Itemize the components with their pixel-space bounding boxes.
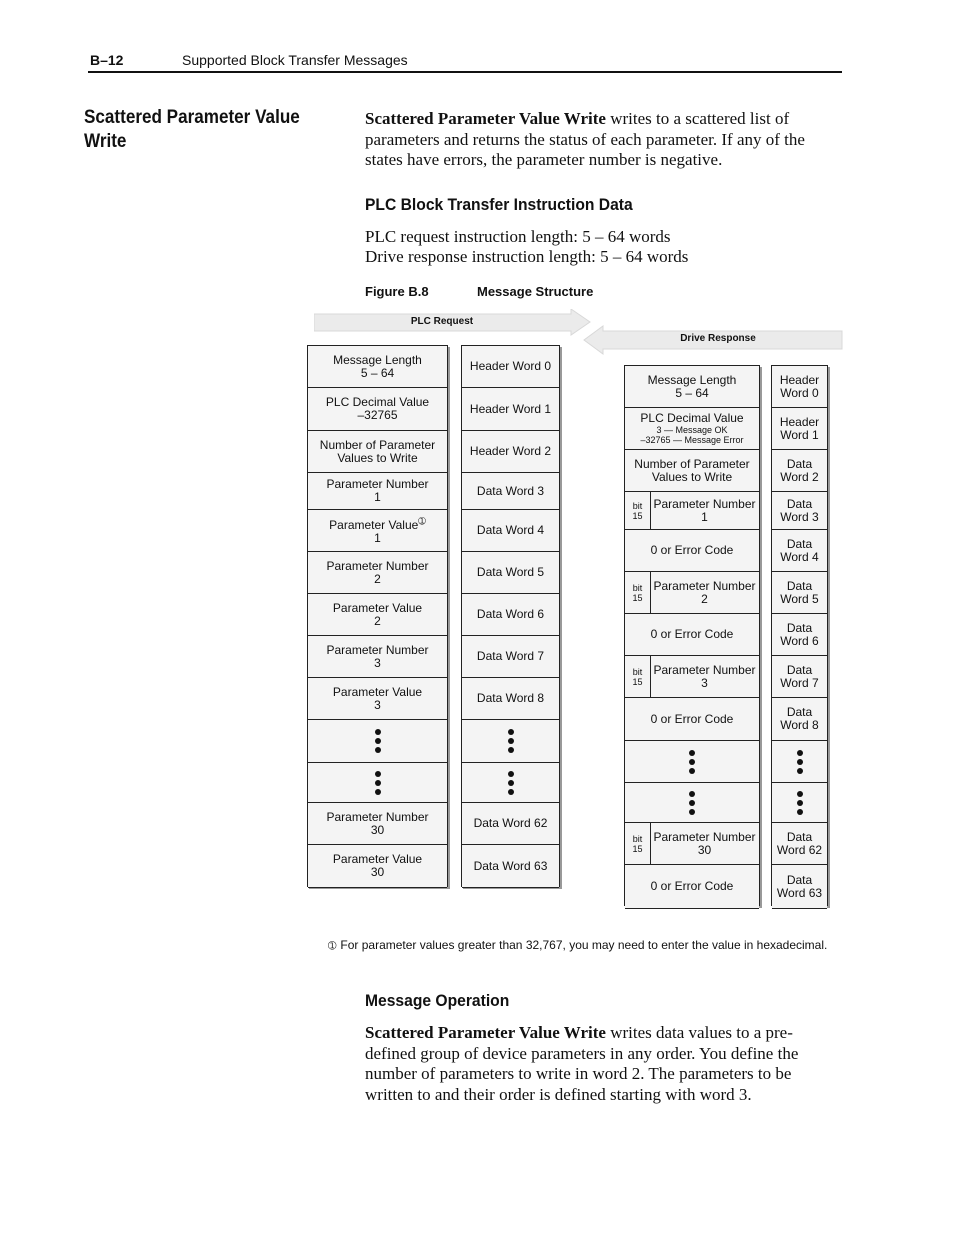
request-field-cell — [308, 636, 447, 678]
request-word-column — [461, 345, 560, 887]
field-line-1 — [320, 439, 435, 452]
request-field-cell — [308, 594, 447, 636]
request-field-cell — [308, 720, 447, 763]
request-word-cell — [462, 594, 559, 636]
field-line-1 — [326, 560, 428, 573]
request-field-cell — [308, 510, 447, 552]
field-name: Parameter Number — [653, 578, 756, 593]
bit-15-marker — [625, 572, 651, 613]
response-word-cell — [772, 741, 827, 783]
figure-number: Figure B.8 — [365, 284, 429, 299]
word-label-2: Word 3 — [780, 509, 819, 524]
word-label: Data Word 7 — [476, 649, 545, 663]
word-label: Data Word 3 — [476, 483, 545, 498]
response-word-cell — [772, 492, 827, 530]
request-description-column — [307, 345, 448, 887]
request-field-cell — [308, 346, 447, 388]
footnote-marker: ➀ — [418, 516, 426, 526]
word-label: Data Word 63 — [473, 858, 548, 873]
ellipsis-dots — [375, 729, 381, 753]
dot — [689, 800, 695, 806]
drive-response-label: Drive Response — [680, 333, 756, 344]
request-word-cell — [462, 763, 559, 803]
request-field-cell — [308, 552, 447, 594]
ellipsis-dots — [797, 750, 803, 774]
dot — [689, 750, 695, 756]
request-word-cell — [462, 388, 559, 431]
field-name: Parameter Number — [326, 558, 429, 573]
footnote-symbol: ➀ — [328, 941, 337, 952]
request-word-cell — [462, 845, 559, 888]
response-word-cell — [772, 366, 827, 408]
word-label-2: Word 4 — [780, 549, 819, 564]
dot — [797, 768, 803, 774]
request-word-cell — [462, 346, 559, 388]
word-label-2: Word 7 — [780, 675, 819, 690]
request-word-cell — [462, 803, 559, 845]
ellipsis-dots — [508, 771, 514, 795]
response-word-cell — [772, 865, 827, 909]
word-label: Header Word 0 — [469, 359, 552, 373]
intro-paragraph — [365, 109, 835, 171]
dot — [375, 789, 381, 795]
dot — [797, 759, 803, 765]
request-field-cell — [308, 678, 447, 720]
ellipsis-dots — [689, 750, 695, 774]
word-label-2: Word 63 — [776, 885, 823, 900]
response-field-cell — [625, 823, 759, 865]
field-value: Values to Write — [651, 469, 733, 484]
word-label-2: Word 1 — [780, 427, 819, 442]
word-label-1: Data — [786, 578, 813, 593]
field-name: Parameter Number — [653, 829, 756, 844]
ellipsis-dots — [375, 771, 381, 795]
field-value: 30 — [370, 822, 385, 837]
status-error-note: –32765 — Message Error — [640, 435, 744, 445]
field-value: 3 — [374, 655, 381, 670]
word-label: Data Word 6 — [476, 607, 545, 621]
intro-text: writes to a scattered list of parameters and returns the status of each parameter. If any of the states have errors, the parameter number is negative. — [365, 109, 805, 169]
bit-15-marker — [625, 492, 651, 529]
word-label-1: Data — [786, 829, 813, 844]
response-word-cell — [772, 408, 827, 450]
word-label-2: Word 62 — [776, 842, 823, 857]
word-label-2: Word 8 — [780, 718, 819, 732]
response-word-cell — [772, 614, 827, 656]
response-word-column — [771, 365, 828, 906]
word-label: Data Word 62 — [473, 816, 548, 830]
footnote-text: For parameter values greater than 32,767, you may need to enter the value in hexadecimal. — [340, 938, 828, 952]
field-name: PLC Decimal Value — [640, 411, 744, 425]
bit-number: 15 — [632, 510, 643, 521]
field-name: Parameter Value — [332, 684, 423, 699]
word-label: Data Word 8 — [476, 691, 545, 705]
request-word-cell — [462, 552, 559, 594]
word-label: Header Word 1 — [469, 401, 552, 416]
ellipsis-dots — [689, 791, 695, 815]
word-label-1: Data — [786, 620, 813, 635]
field-name: Parameter Value — [332, 600, 423, 615]
response-description-column — [624, 365, 760, 906]
operation-paragraph — [365, 1023, 835, 1105]
field-name: Message Length — [333, 352, 422, 367]
field-value: 2 — [374, 571, 381, 586]
field-value: 2 — [701, 591, 708, 606]
field-name: 0 or Error Code — [650, 879, 734, 893]
bit-label: bit — [632, 500, 643, 511]
request-word-cell — [462, 431, 559, 473]
field-value: 5 – 64 — [360, 365, 395, 380]
dot — [797, 750, 803, 756]
bit-number: 15 — [632, 843, 643, 854]
dot — [375, 738, 381, 744]
request-word-cell — [462, 720, 559, 763]
field-name: Parameter Number — [326, 477, 429, 491]
dot — [689, 791, 695, 797]
dot — [508, 771, 514, 777]
field-line-1 — [333, 686, 422, 699]
field-value: 30 — [370, 865, 385, 879]
header-rule — [88, 71, 842, 73]
response-field-cell — [625, 698, 759, 741]
response-field-cell — [625, 408, 759, 450]
field-value: 30 — [697, 842, 712, 857]
response-field-cell — [625, 492, 759, 530]
intro-bold: Scattered Parameter Value Write — [365, 109, 606, 128]
field-line-1 — [329, 516, 426, 532]
word-label-2: Word 6 — [780, 633, 819, 648]
ellipsis-dots — [797, 791, 803, 815]
response-word-cell — [772, 656, 827, 698]
request-word-cell — [462, 678, 559, 720]
request-field-cell — [308, 431, 447, 473]
plc-request-length: PLC request instruction length: 5 – 64 words — [365, 227, 671, 246]
field-name: Parameter Number — [326, 809, 429, 824]
bit-label: bit — [632, 582, 643, 593]
field-value: 1 — [701, 509, 708, 524]
field-line-1 — [333, 354, 422, 367]
field-name: PLC Decimal Value — [325, 395, 430, 409]
word-label: Header Word 2 — [469, 444, 552, 458]
dot — [508, 729, 514, 735]
bit-number: 15 — [632, 592, 643, 603]
bit-15-marker — [625, 656, 651, 697]
field-name: Parameter Value — [332, 852, 423, 866]
dot — [375, 747, 381, 753]
plc-request-label: PLC Request — [410, 316, 474, 327]
field-name: Parameter Number — [653, 662, 756, 677]
word-label-1: Data — [786, 705, 813, 719]
field-name: Message Length — [647, 372, 737, 387]
field-line-1 — [326, 811, 428, 824]
word-label: Data Word 5 — [476, 565, 545, 579]
dot — [508, 747, 514, 753]
dot — [797, 809, 803, 815]
response-word-cell — [772, 530, 827, 572]
field-value: –32765 — [357, 408, 398, 422]
word-label-1: Data — [786, 662, 813, 677]
running-header: Supported Block Transfer Messages — [182, 52, 408, 68]
field-line-1 — [333, 602, 422, 615]
field-name: 0 or Error Code — [650, 543, 734, 557]
request-word-cell — [462, 636, 559, 678]
figure-title: Message Structure — [477, 284, 594, 299]
footnote — [328, 938, 827, 952]
request-word-cell — [462, 510, 559, 552]
response-word-cell — [772, 450, 827, 492]
field-name: Parameter Number — [326, 642, 429, 657]
dot — [689, 759, 695, 765]
field-line-1 — [326, 644, 428, 657]
dot — [375, 729, 381, 735]
field-value: Values to Write — [337, 450, 418, 465]
bit-number: 15 — [632, 676, 643, 687]
status-ok-note: 3 — Message OK — [656, 425, 728, 435]
request-field-cell — [308, 763, 447, 803]
drive-response-length: Drive response instruction length: 5 – 64 words — [365, 247, 689, 266]
page-number: B–12 — [90, 52, 124, 68]
response-word-cell — [772, 572, 827, 614]
plc-heading: PLC Block Transfer Instruction Data — [365, 195, 633, 214]
dot — [375, 771, 381, 777]
field-value: 1 — [374, 490, 381, 504]
response-word-cell — [772, 783, 827, 823]
word-label-2: Word 0 — [780, 385, 819, 400]
operation-text: writes data values to a pre-defined group of device parameters in any order. You define the number of parameters to write in word 2. The parameters to be written to and their order is defined starting with word 3. — [365, 1023, 799, 1104]
response-field-cell — [625, 656, 759, 698]
field-name: Number of Parameter — [634, 456, 750, 471]
dot — [797, 791, 803, 797]
request-field-cell — [308, 803, 447, 845]
response-word-cell — [772, 823, 827, 865]
dot — [508, 789, 514, 795]
response-field-cell — [625, 865, 759, 909]
response-field-cell — [625, 450, 759, 492]
field-name: Parameter Number — [653, 496, 756, 511]
field-name: Parameter Value — [329, 518, 419, 532]
response-field-cell — [625, 783, 759, 823]
dot — [689, 768, 695, 774]
request-field-cell — [308, 388, 447, 431]
field-value: 2 — [374, 613, 381, 628]
word-label-1: Data — [786, 496, 813, 511]
request-field-cell — [308, 473, 447, 510]
response-field-cell — [625, 614, 759, 656]
field-name: 0 or Error Code — [650, 711, 734, 726]
response-word-cell — [772, 698, 827, 741]
word-label-1: Header — [779, 372, 820, 387]
operation-bold: Scattered Parameter Value Write — [365, 1023, 606, 1042]
word-label-1: Data — [786, 872, 813, 887]
response-field-cell — [625, 572, 759, 614]
field-name: Number of Parameter — [319, 437, 436, 452]
word-label-2: Word 2 — [780, 469, 819, 484]
dot — [375, 780, 381, 786]
dot — [689, 809, 695, 815]
request-field-cell — [308, 845, 447, 888]
response-field-cell — [625, 530, 759, 572]
section-title: Scattered Parameter Value Write — [84, 107, 300, 152]
response-field-cell — [625, 741, 759, 783]
word-label-1: Data — [786, 456, 813, 471]
request-word-cell — [462, 473, 559, 510]
field-value: 3 — [374, 697, 381, 712]
field-name: 0 or Error Code — [650, 627, 734, 641]
word-label-1: Data — [786, 536, 813, 551]
bit-label: bit — [632, 666, 643, 677]
ellipsis-dots — [508, 729, 514, 753]
operation-heading: Message Operation — [365, 991, 510, 1010]
response-field-cell — [625, 366, 759, 408]
dot — [508, 780, 514, 786]
dot — [508, 738, 514, 744]
field-value: 3 — [701, 675, 708, 690]
bit-label: bit — [632, 833, 643, 844]
word-label-1: Header — [779, 414, 820, 429]
field-value: 1 — [374, 531, 381, 545]
bit-15-marker — [625, 823, 651, 864]
word-label: Data Word 4 — [476, 523, 545, 537]
dot — [797, 800, 803, 806]
word-label-2: Word 5 — [780, 591, 819, 606]
field-value: 5 – 64 — [675, 385, 709, 400]
